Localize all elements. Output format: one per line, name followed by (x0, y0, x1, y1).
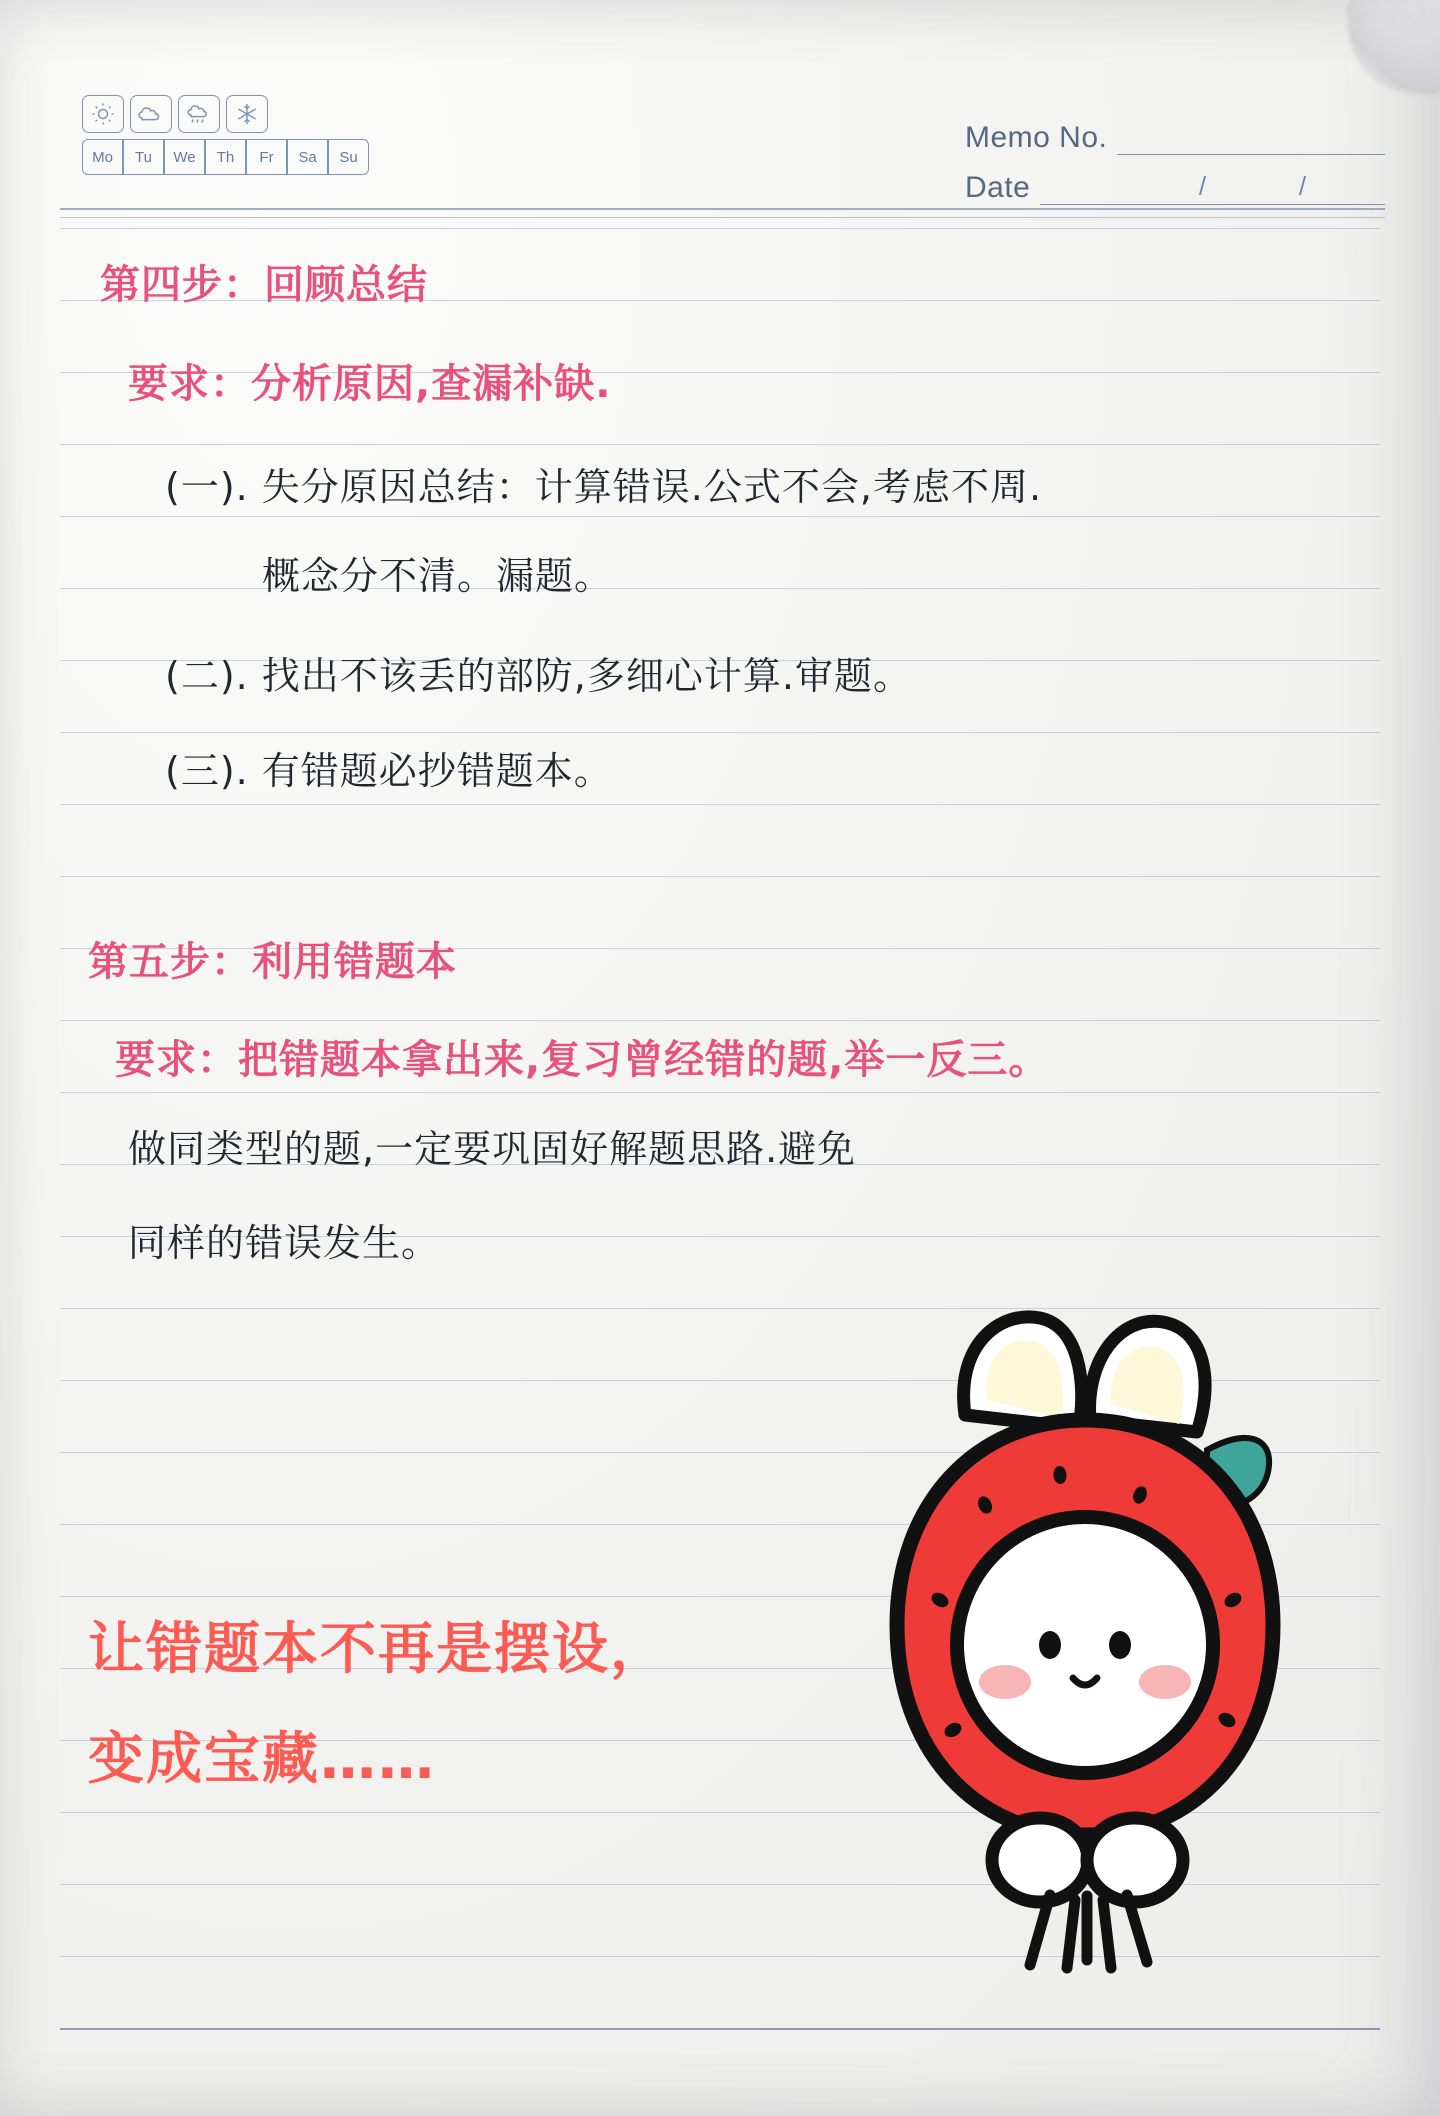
memo-no-label: Memo No. (965, 121, 1108, 154)
date-field[interactable] (1040, 171, 1385, 205)
day-tu[interactable]: Tu (123, 139, 164, 175)
memo-date-block (965, 105, 1385, 205)
sun-icon (82, 95, 124, 133)
day-fr[interactable]: Fr (246, 139, 287, 175)
date-label: Date (965, 171, 1031, 204)
day-we[interactable]: We (164, 139, 205, 175)
page-header (60, 95, 1385, 210)
step4-item-2: (二). 找出不该丢的部防,多细心计算.审题。 (165, 654, 912, 698)
strawberry-bunny-doodle (835, 1300, 1335, 1990)
memo-no-line (965, 105, 1385, 155)
day-su[interactable]: Su (328, 139, 369, 175)
slogan-line-1: 让错题本不再是摆设， (88, 1617, 668, 1682)
header-divider-secondary (60, 217, 1385, 218)
page-corner-fold (1350, 0, 1440, 90)
step4-item-3: (三). 有错题必抄错题本。 (165, 749, 613, 793)
date-line (965, 155, 1385, 205)
day-th[interactable]: Th (205, 139, 246, 175)
date-slash-1: / (1198, 171, 1207, 201)
rain-cloud-icon (178, 95, 220, 133)
weather-icon-row (82, 95, 268, 133)
date-slash-2: / (1298, 171, 1307, 201)
step4-item-1-cont: 概念分不清。漏题。 (262, 554, 614, 598)
day-mo[interactable]: Mo (82, 139, 123, 175)
step4-title: 第四步：回顾总结 (100, 262, 428, 308)
weekday-row (82, 139, 369, 175)
step4-requirement: 要求：分析原因,查漏补缺. (128, 361, 612, 407)
cloud-icon (130, 95, 172, 133)
slogan-line-2: 变成宝藏…… (88, 1727, 436, 1792)
step5-title: 第五步：利用错题本 (88, 939, 457, 985)
step5-requirement-line-2: 做同类型的题,一定要巩固好解题思路.避免 (128, 1127, 857, 1171)
day-sa[interactable]: Sa (287, 139, 328, 175)
step5-requirement-line-3: 同样的错误发生。 (128, 1221, 441, 1265)
snowflake-icon (226, 95, 268, 133)
memo-no-field[interactable] (1117, 124, 1385, 155)
step5-requirement-line-1: 要求：把错题本拿出来,复习曾经错的题,举一反三。 (115, 1037, 1050, 1083)
step4-item-1: (一). 失分原因总结：计算错误.公式不会,考虑不周. (165, 465, 1043, 509)
header-divider (60, 208, 1385, 210)
